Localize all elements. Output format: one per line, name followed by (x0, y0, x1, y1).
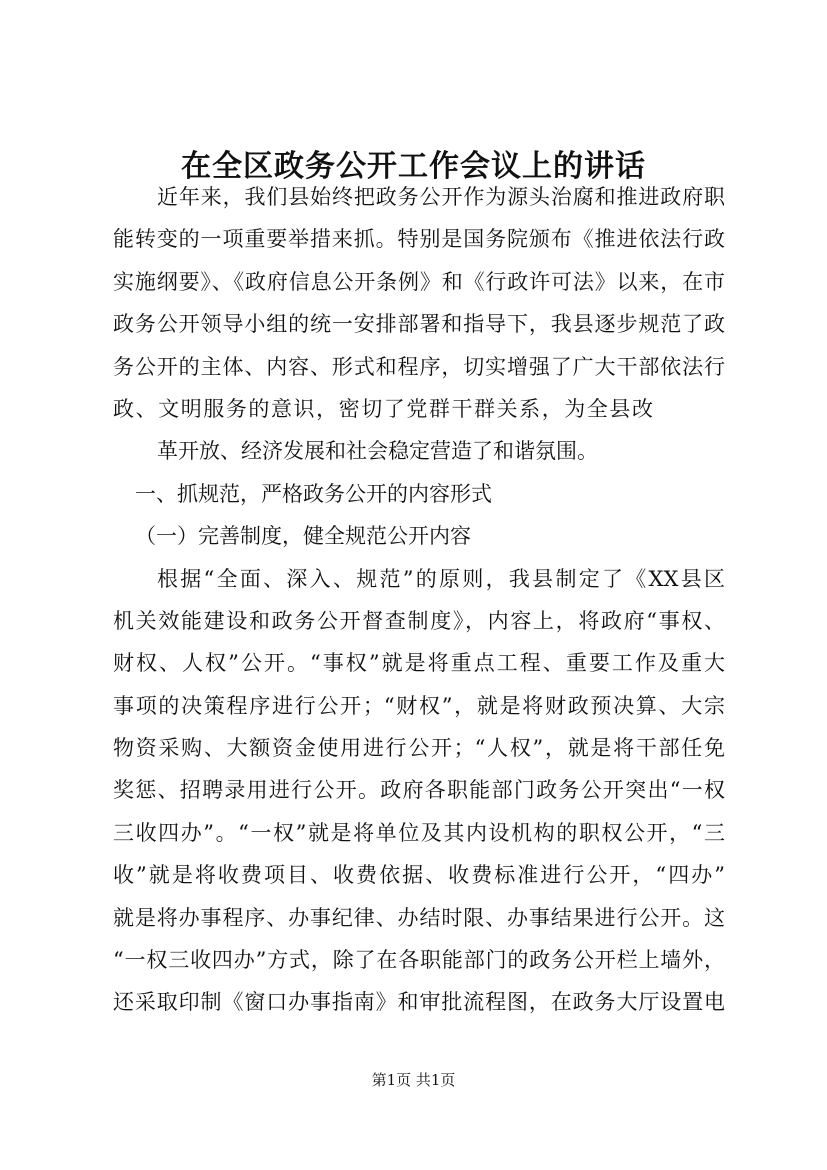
paragraph-line: 物资采购、大额资金使用进行公开；“人权”，就是将干部任免 (113, 736, 725, 761)
paragraph-line: 实施纲要》、《政府信息公开条例》和《行政许可法》以来，在市 (113, 269, 725, 294)
paragraph-line: 三收四办”。“一权”就是将单位及其内设机构的职权公开，“三 (113, 820, 725, 845)
subsection-heading: （一）完善制度，健全规范公开内容 (135, 524, 471, 549)
paragraph-line: 革开放、经济发展和社会稳定营造了和谐氛围。 (157, 439, 598, 464)
paragraph-line: 机关效能建设和政务公开督查制度》，内容上，将政府“事权、 (113, 608, 725, 633)
paragraph-line: 就是将办事程序、办事纪律、办结时限、办事结果进行公开。这 (113, 905, 725, 930)
paragraph-line: 事项的决策程序进行公开；“财权”，就是将财政预决算、大宗 (113, 693, 725, 718)
section-heading: 一、抓规范，严格政务公开的内容形式 (135, 481, 492, 506)
paragraph-line: 政、文明服务的意识，密切了党群干群关系，为全县改 (113, 396, 653, 421)
paragraph-line: 近年来，我们县始终把政务公开作为源头治腐和推进政府职 (157, 185, 725, 209)
paragraph-line: 奖惩、招聘录用进行公开。政府各职能部门政务公开突出“一权 (113, 778, 725, 803)
paragraph-line: “一权三收四办”方式，除了在各职能部门的政务公开栏上墙外， (113, 948, 725, 973)
paragraph-line: 能转变的一项重要举措来抓。特别是国务院颁布《推进依法行政 (113, 227, 725, 252)
document-body (113, 176, 725, 1024)
paragraph-line: 务公开的主体、内容、形式和程序，切实增强了广大干部依法行 (113, 354, 725, 379)
page-footer: 第1页 共1页 (371, 1071, 456, 1089)
paragraph-line: 财权、人权”公开。“事权”就是将重点工程、重要工作及重大 (113, 651, 725, 676)
paragraph-line: 政务公开领导小组的统一安排部署和指导下，我县逐步规范了政 (113, 312, 725, 337)
paragraph-line: 还采取印制《窗口办事指南》和审批流程图，在政务大厅设置电 (113, 990, 725, 1015)
paragraph-line: 收”就是将收费项目、收费依据、收费标准进行公开，“四办” (113, 863, 725, 888)
document-title: 在全区政务公开工作会议上的讲话 (181, 149, 646, 184)
paragraph-line: 根据“全面、深入、规范”的原则，我县制定了《XX县区 (157, 566, 725, 591)
